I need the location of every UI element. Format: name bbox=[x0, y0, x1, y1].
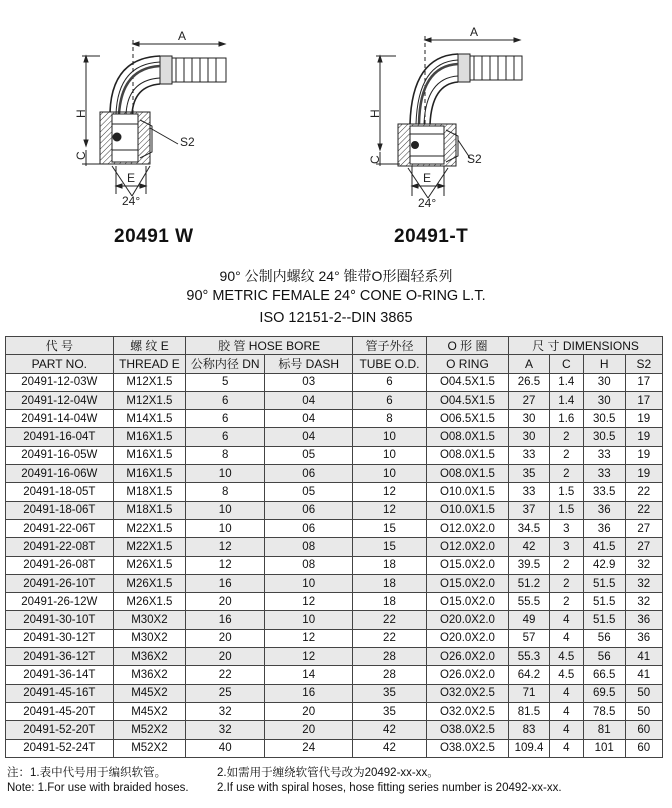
table-cell: 2 bbox=[549, 446, 583, 464]
table-cell: 41 bbox=[625, 666, 662, 684]
table-cell: O20.0X2.0 bbox=[426, 629, 508, 647]
table-cell: 10 bbox=[353, 446, 427, 464]
table-header-row-top bbox=[6, 337, 663, 355]
table-cell: 17 bbox=[625, 373, 662, 391]
table-cell: 19 bbox=[625, 446, 662, 464]
table-cell: 10 bbox=[265, 574, 353, 592]
table-cell: 40 bbox=[186, 739, 265, 757]
table-cell: 19 bbox=[625, 428, 662, 446]
header-hose-bore: 胶 管 HOSE BORE bbox=[186, 337, 353, 355]
header-h: H bbox=[583, 355, 625, 373]
dim-a-label-right: A bbox=[470, 25, 479, 39]
table-cell: 56 bbox=[583, 648, 625, 666]
table-cell: 4 bbox=[549, 611, 583, 629]
table-cell: 33 bbox=[509, 483, 550, 501]
table-cell: 2 bbox=[549, 574, 583, 592]
table-cell: 81.5 bbox=[509, 702, 550, 720]
table-cell: 22 bbox=[625, 483, 662, 501]
table-cell: 1.4 bbox=[549, 391, 583, 409]
table-cell: 30 bbox=[509, 428, 550, 446]
table-cell: M16X1.5 bbox=[113, 428, 186, 446]
table-cell: O08.0X1.5 bbox=[426, 465, 508, 483]
table-cell: 51.5 bbox=[583, 593, 625, 611]
table-cell: 4.5 bbox=[549, 666, 583, 684]
table-cell: 20491-26-08T bbox=[6, 556, 114, 574]
table-cell: 06 bbox=[265, 465, 353, 483]
table-row bbox=[6, 556, 663, 574]
table-cell: 50 bbox=[625, 684, 662, 702]
table-cell: 6 bbox=[186, 428, 265, 446]
table-cell: 20491-22-08T bbox=[6, 538, 114, 556]
table-row bbox=[6, 519, 663, 537]
table-cell: 101 bbox=[583, 739, 625, 757]
table-cell: 18 bbox=[353, 556, 427, 574]
table-cell: M12X1.5 bbox=[113, 373, 186, 391]
table-cell: 20491-52-24T bbox=[6, 739, 114, 757]
table-cell: 50 bbox=[625, 702, 662, 720]
table-cell: 20491-12-04W bbox=[6, 391, 114, 409]
table-cell: M22X1.5 bbox=[113, 538, 186, 556]
table-row bbox=[6, 684, 663, 702]
table-cell: O06.5X1.5 bbox=[426, 410, 508, 428]
table-cell: 12 bbox=[265, 648, 353, 666]
table-row bbox=[6, 666, 663, 684]
table-cell: 1.5 bbox=[549, 501, 583, 519]
table-cell: O26.0X2.0 bbox=[426, 666, 508, 684]
table-cell: 20 bbox=[186, 629, 265, 647]
table-cell: 36 bbox=[583, 519, 625, 537]
table-cell: 20491-30-10T bbox=[6, 611, 114, 629]
table-cell: 3 bbox=[549, 519, 583, 537]
table-cell: 22 bbox=[353, 629, 427, 647]
model-label-20491w: 20491 W bbox=[114, 226, 194, 247]
table-cell: 32 bbox=[625, 574, 662, 592]
table-cell: O08.0X1.5 bbox=[426, 446, 508, 464]
table-cell: M30X2 bbox=[113, 629, 186, 647]
table-cell: M18X1.5 bbox=[113, 483, 186, 501]
table-cell: O04.5X1.5 bbox=[426, 391, 508, 409]
table-cell: O20.0X2.0 bbox=[426, 611, 508, 629]
table-cell: O32.0X2.5 bbox=[426, 702, 508, 720]
table-cell: 30 bbox=[583, 391, 625, 409]
header-dimensions: 尺 寸 DIMENSIONS bbox=[509, 337, 663, 355]
table-cell: 10 bbox=[186, 501, 265, 519]
table-cell: M16X1.5 bbox=[113, 465, 186, 483]
table-cell: M16X1.5 bbox=[113, 446, 186, 464]
table-cell: 06 bbox=[265, 501, 353, 519]
table-cell: 42 bbox=[353, 721, 427, 739]
note-cn-2: 2.如需用于缠绕软管代号改为20492-xx-xx。 bbox=[217, 767, 439, 779]
table-cell: 64.2 bbox=[509, 666, 550, 684]
header-tube-od: TUBE O.D. bbox=[353, 355, 427, 373]
table-cell: 12 bbox=[265, 593, 353, 611]
table-cell: 35 bbox=[353, 684, 427, 702]
header-part-no: PART NO. bbox=[6, 355, 114, 373]
table-cell: O12.0X2.0 bbox=[426, 519, 508, 537]
table-cell: 15 bbox=[353, 538, 427, 556]
table-cell: 2 bbox=[549, 465, 583, 483]
table-cell: 41 bbox=[625, 648, 662, 666]
table-row bbox=[6, 538, 663, 556]
model-label-20491t: 20491-T bbox=[394, 226, 469, 247]
table-cell: 32 bbox=[186, 702, 265, 720]
table-cell: 20491-36-12T bbox=[6, 648, 114, 666]
table-row bbox=[6, 501, 663, 519]
table-cell: 33 bbox=[509, 446, 550, 464]
table-row bbox=[6, 611, 663, 629]
table-cell: 78.5 bbox=[583, 702, 625, 720]
table-cell: 08 bbox=[265, 556, 353, 574]
table-cell: 20 bbox=[265, 702, 353, 720]
table-cell: 04 bbox=[265, 391, 353, 409]
table-cell: 20491-26-10T bbox=[6, 574, 114, 592]
table-row bbox=[6, 465, 663, 483]
header-o-ring: O RING bbox=[426, 355, 508, 373]
table-cell: 18 bbox=[353, 593, 427, 611]
table-cell: 24 bbox=[265, 739, 353, 757]
table-cell: 60 bbox=[625, 739, 662, 757]
table-cell: 22 bbox=[625, 501, 662, 519]
drawing-20491w bbox=[82, 40, 226, 196]
table-cell: 06 bbox=[265, 519, 353, 537]
table-cell: 51.5 bbox=[583, 574, 625, 592]
table-cell: 28 bbox=[353, 648, 427, 666]
table-row bbox=[6, 702, 663, 720]
table-cell: M36X2 bbox=[113, 666, 186, 684]
table-cell: 1.5 bbox=[549, 483, 583, 501]
dim-a-label-left: A bbox=[178, 29, 187, 43]
table-cell: 22 bbox=[353, 611, 427, 629]
table-cell: 66.5 bbox=[583, 666, 625, 684]
table-cell: 03 bbox=[265, 373, 353, 391]
table-cell: 8 bbox=[353, 410, 427, 428]
header-c: C bbox=[549, 355, 583, 373]
table-cell: 22 bbox=[186, 666, 265, 684]
table-cell: M52X2 bbox=[113, 721, 186, 739]
table-cell: M12X1.5 bbox=[113, 391, 186, 409]
header-thread-cn: 螺 纹 E bbox=[113, 337, 186, 355]
header-dash: 标号 DASH bbox=[265, 355, 353, 373]
header-thread-e: THREAD E bbox=[113, 355, 186, 373]
dim-h-label-left: H bbox=[74, 109, 88, 118]
table-cell: 27 bbox=[509, 391, 550, 409]
table-cell: M26X1.5 bbox=[113, 593, 186, 611]
table-cell: O15.0X2.0 bbox=[426, 593, 508, 611]
dim-h-label-right: H bbox=[368, 109, 382, 118]
table-cell: 20491-16-05W bbox=[6, 446, 114, 464]
table-cell: 55.5 bbox=[509, 593, 550, 611]
table-cell: 36 bbox=[625, 611, 662, 629]
table-cell: 4 bbox=[549, 629, 583, 647]
table-cell: 20491-36-14T bbox=[6, 666, 114, 684]
table-cell: O26.0X2.0 bbox=[426, 648, 508, 666]
table-cell: 10 bbox=[265, 611, 353, 629]
table-cell: O15.0X2.0 bbox=[426, 574, 508, 592]
table-cell: 16 bbox=[265, 684, 353, 702]
table-cell: 6 bbox=[186, 410, 265, 428]
table-cell: O08.0X1.5 bbox=[426, 428, 508, 446]
table-cell: 30.5 bbox=[583, 410, 625, 428]
table-cell: 5 bbox=[186, 373, 265, 391]
table-cell: M26X1.5 bbox=[113, 556, 186, 574]
header-part-cn: 代 号 bbox=[6, 337, 114, 355]
table-cell: 81 bbox=[583, 721, 625, 739]
table-cell: 10 bbox=[186, 519, 265, 537]
table-cell: 8 bbox=[186, 483, 265, 501]
table-row bbox=[6, 629, 663, 647]
table-cell: 08 bbox=[265, 538, 353, 556]
table-cell: 25 bbox=[186, 684, 265, 702]
table-cell: 20491-12-03W bbox=[6, 373, 114, 391]
title-english: 90° METRIC FEMALE 24° CONE O-RING L.T. bbox=[186, 288, 486, 304]
table-cell: O10.0X1.5 bbox=[426, 501, 508, 519]
table-cell: 36 bbox=[583, 501, 625, 519]
header-tube-cn: 管子外径 bbox=[353, 337, 427, 355]
table-cell: 1.6 bbox=[549, 410, 583, 428]
table-cell: O38.0X2.5 bbox=[426, 739, 508, 757]
table-cell: 28 bbox=[353, 666, 427, 684]
table-cell: 56 bbox=[583, 629, 625, 647]
notes bbox=[5, 764, 663, 804]
table-cell: 1.4 bbox=[549, 373, 583, 391]
table-cell: 20491-45-16T bbox=[6, 684, 114, 702]
table-cell: 33.5 bbox=[583, 483, 625, 501]
table-cell: 8 bbox=[186, 446, 265, 464]
table-cell: 16 bbox=[186, 611, 265, 629]
table-cell: 4 bbox=[549, 721, 583, 739]
fitting-drawings bbox=[0, 0, 672, 260]
dim-s2-label-left: S2 bbox=[180, 135, 195, 149]
dim-e-label-right: E bbox=[423, 171, 432, 185]
note-en-2: 2.If use with spiral hoses, hose fitting series number is 20492-xx-xx. bbox=[217, 782, 562, 794]
dim-c-label-right: C bbox=[368, 155, 382, 164]
table-cell: O10.0X1.5 bbox=[426, 483, 508, 501]
table-cell: M30X2 bbox=[113, 611, 186, 629]
table-cell: O32.0X2.5 bbox=[426, 684, 508, 702]
table-cell: M52X2 bbox=[113, 739, 186, 757]
table-cell: 6 bbox=[186, 391, 265, 409]
table-cell: 19 bbox=[625, 410, 662, 428]
table-cell: 71 bbox=[509, 684, 550, 702]
table-cell: 32 bbox=[625, 593, 662, 611]
spec-table bbox=[5, 336, 663, 758]
table-cell: 42 bbox=[353, 739, 427, 757]
table-cell: 12 bbox=[353, 501, 427, 519]
table-cell: 10 bbox=[186, 465, 265, 483]
table-cell: 12 bbox=[186, 538, 265, 556]
header-dn: 公称内径 DN bbox=[186, 355, 265, 373]
table-cell: 20491-14-04W bbox=[6, 410, 114, 428]
table-cell: M45X2 bbox=[113, 702, 186, 720]
table-cell: 51.2 bbox=[509, 574, 550, 592]
table-row bbox=[6, 739, 663, 757]
header-a: A bbox=[509, 355, 550, 373]
table-cell: 6 bbox=[353, 373, 427, 391]
table-cell: M14X1.5 bbox=[113, 410, 186, 428]
table-cell: 35 bbox=[509, 465, 550, 483]
table-cell: 3 bbox=[549, 538, 583, 556]
table-cell: 17 bbox=[625, 391, 662, 409]
table-cell: 12 bbox=[265, 629, 353, 647]
note-cn-1: 注：1.表中代号用于编织软管。 bbox=[7, 767, 167, 779]
table-cell: 30 bbox=[509, 410, 550, 428]
table-cell: 4 bbox=[549, 739, 583, 757]
table-row bbox=[6, 648, 663, 666]
table-cell: 2 bbox=[549, 428, 583, 446]
table-header-row-bottom bbox=[6, 355, 663, 373]
table-cell: 20491-16-04T bbox=[6, 428, 114, 446]
angle-label-right: 24° bbox=[418, 196, 437, 210]
table-cell: 27 bbox=[625, 538, 662, 556]
table-row bbox=[6, 721, 663, 739]
table-cell: 20491-16-06W bbox=[6, 465, 114, 483]
table-cell: 16 bbox=[186, 574, 265, 592]
table-cell: 42.9 bbox=[583, 556, 625, 574]
table-cell: 04 bbox=[265, 410, 353, 428]
table-row bbox=[6, 446, 663, 464]
table-cell: 69.5 bbox=[583, 684, 625, 702]
table-cell: 30.5 bbox=[583, 428, 625, 446]
table-cell: 55.3 bbox=[509, 648, 550, 666]
table-cell: 36 bbox=[625, 629, 662, 647]
table-cell: M45X2 bbox=[113, 684, 186, 702]
table-cell: 20491-18-06T bbox=[6, 501, 114, 519]
table-cell: 39.5 bbox=[509, 556, 550, 574]
table-cell: M36X2 bbox=[113, 648, 186, 666]
table-cell: 05 bbox=[265, 446, 353, 464]
table-cell: 57 bbox=[509, 629, 550, 647]
table-cell: 26.5 bbox=[509, 373, 550, 391]
table-row bbox=[6, 593, 663, 611]
table-cell: M22X1.5 bbox=[113, 519, 186, 537]
table-cell: 32 bbox=[625, 556, 662, 574]
table-cell: 05 bbox=[265, 483, 353, 501]
table-cell: O04.5X1.5 bbox=[426, 373, 508, 391]
table-cell: 2 bbox=[549, 593, 583, 611]
drawing-20491t bbox=[376, 36, 522, 198]
table-row bbox=[6, 574, 663, 592]
table-cell: 20 bbox=[186, 593, 265, 611]
table-cell: 109.4 bbox=[509, 739, 550, 757]
table-cell: 34.5 bbox=[509, 519, 550, 537]
note-en-1: Note: 1.For use with braided hoses. bbox=[7, 782, 189, 794]
table-cell: 04 bbox=[265, 428, 353, 446]
table-cell: 20491-18-05T bbox=[6, 483, 114, 501]
table-cell: 33 bbox=[583, 465, 625, 483]
table-cell: 37 bbox=[509, 501, 550, 519]
table-cell: 18 bbox=[353, 574, 427, 592]
table-cell: 33 bbox=[583, 446, 625, 464]
table-cell: 32 bbox=[186, 721, 265, 739]
table-cell: M18X1.5 bbox=[113, 501, 186, 519]
spec-table-body bbox=[6, 373, 663, 757]
table-row bbox=[6, 410, 663, 428]
table-cell: 10 bbox=[353, 428, 427, 446]
header-oring-cn: O 形 圈 bbox=[426, 337, 508, 355]
table-cell: 49 bbox=[509, 611, 550, 629]
table-cell: 20491-45-20T bbox=[6, 702, 114, 720]
table-cell: 12 bbox=[353, 483, 427, 501]
table-cell: 4 bbox=[549, 684, 583, 702]
table-cell: 4.5 bbox=[549, 648, 583, 666]
table-cell: 30 bbox=[583, 373, 625, 391]
table-cell: 51.5 bbox=[583, 611, 625, 629]
table-cell: M26X1.5 bbox=[113, 574, 186, 592]
table-cell: 20 bbox=[265, 721, 353, 739]
table-cell: O38.0X2.5 bbox=[426, 721, 508, 739]
title-standard: ISO 12151-2--DIN 3865 bbox=[259, 310, 413, 326]
angle-label-left: 24° bbox=[122, 194, 141, 208]
table-cell: 83 bbox=[509, 721, 550, 739]
title-chinese: 90° 公制内螺纹 24° 锥带O形圈轻系列 bbox=[219, 268, 453, 284]
table-cell: O15.0X2.0 bbox=[426, 556, 508, 574]
table-cell: 20491-26-12W bbox=[6, 593, 114, 611]
table-row bbox=[6, 483, 663, 501]
table-cell: 41.5 bbox=[583, 538, 625, 556]
header-s2: S2 bbox=[625, 355, 662, 373]
table-cell: 14 bbox=[265, 666, 353, 684]
table-cell: 2 bbox=[549, 556, 583, 574]
dim-e-label-left: E bbox=[127, 171, 136, 185]
table-cell: 27 bbox=[625, 519, 662, 537]
table-cell: 20491-22-06T bbox=[6, 519, 114, 537]
table-cell: 4 bbox=[549, 702, 583, 720]
table-cell: 10 bbox=[353, 465, 427, 483]
table-row bbox=[6, 428, 663, 446]
table-cell: 60 bbox=[625, 721, 662, 739]
table-cell: 15 bbox=[353, 519, 427, 537]
table-cell: 42 bbox=[509, 538, 550, 556]
dim-c-label-left: C bbox=[74, 151, 88, 160]
table-row bbox=[6, 373, 663, 391]
table-cell: 19 bbox=[625, 465, 662, 483]
table-row bbox=[6, 391, 663, 409]
table-cell: 12 bbox=[186, 556, 265, 574]
table-cell: 20491-30-12T bbox=[6, 629, 114, 647]
dim-s2-label-right: S2 bbox=[467, 152, 482, 166]
table-cell: 6 bbox=[353, 391, 427, 409]
table-cell: 20491-52-20T bbox=[6, 721, 114, 739]
table-cell: 20 bbox=[186, 648, 265, 666]
table-cell: O12.0X2.0 bbox=[426, 538, 508, 556]
table-cell: 35 bbox=[353, 702, 427, 720]
